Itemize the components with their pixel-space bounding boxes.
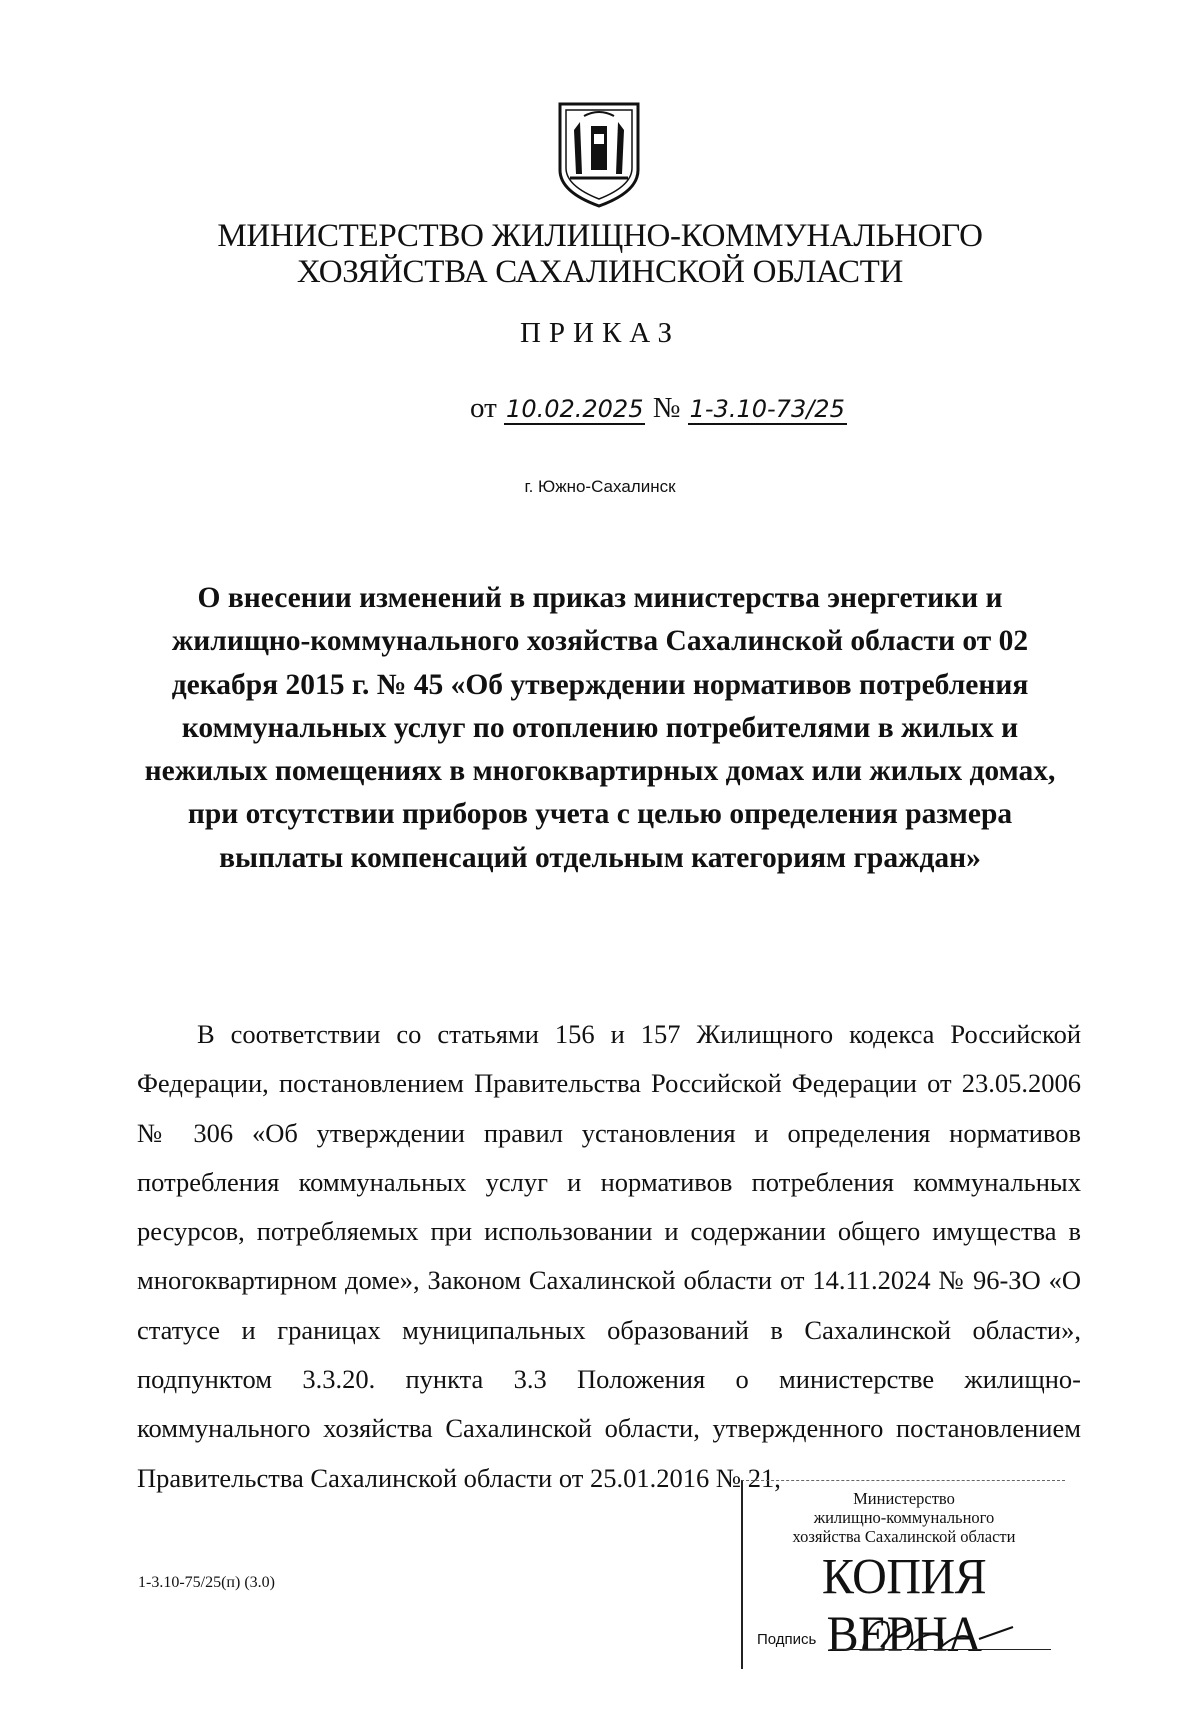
ministry-name-line2: ХОЗЯЙСТВА САХАЛИНСКОЙ ОБЛАСТИ (296, 254, 904, 290)
document-type: ПРИКАЗ (519, 317, 681, 349)
coat-of-arms-icon (556, 100, 642, 208)
number-prefix: № (652, 392, 681, 424)
signature-scribble (853, 1609, 1023, 1659)
order-number: 1-3.10-73/25 (689, 395, 845, 423)
stamp-main-text: КОПИЯ ВЕРНА (821, 1549, 987, 1663)
stamp-line1: Министерство (853, 1489, 955, 1508)
signature-label: Подпись (757, 1631, 817, 1648)
body-paragraph: В соответствии со статьями 156 и 157 Жилищного кодекса Российской Федерации, постановлением Правительства Российской Федерации от 23.05.2006 № 306 «Об утверждении правил установления и определения нормативов потребления коммунальных услуг и нормативов потребления коммунальных ресурсов, потребляемых при использовании и содержании общего имущества в многоквартирном доме», Законом Сахалинской области от 14.11.2024 № 96-ЗО «О статусе и границах муниципальных образований в Сахалинской области», подпунктом 3.3.20. пункта 3.3 Положения о министерстве жилищно-коммунального хозяйства Сахалинской области, утвержденного постановлением Правительства Сахалинской области от 25.01.2016 № 21, (137, 1019, 1081, 1493)
stamp-line2: жилищно-коммунального (813, 1508, 995, 1527)
copy-certified-stamp (741, 1480, 1065, 1669)
date-prefix: от (470, 392, 497, 424)
footer-code: 1-3.10-75/25(п) (3.0) (138, 1574, 275, 1591)
order-date-number (470, 392, 847, 425)
stamp-line3: хозяйства Сахалинской области (792, 1527, 1016, 1546)
ministry-name-line1: МИНИСТЕРСТВО ЖИЛИЩНО-КОММУНАЛЬНОГО (217, 218, 983, 254)
document-title: О внесении изменений в приказ министерства энергетики и жилищно-коммунального хозяйства Сахалинской области от 02 декабря 2015 г. № 45 «Об утверждении нормативов потребления коммунальных услуг по отоплению потребителями в жилых и нежилых помещениях в многоквартирных домах или жилых домах, при отсутствии приборов учета с целью определения размера выплаты компенсаций отдельным категориям граждан» (144, 582, 1056, 874)
city: г. Южно-Сахалинск (524, 477, 676, 496)
order-date: 10.02.2025 (506, 395, 644, 423)
